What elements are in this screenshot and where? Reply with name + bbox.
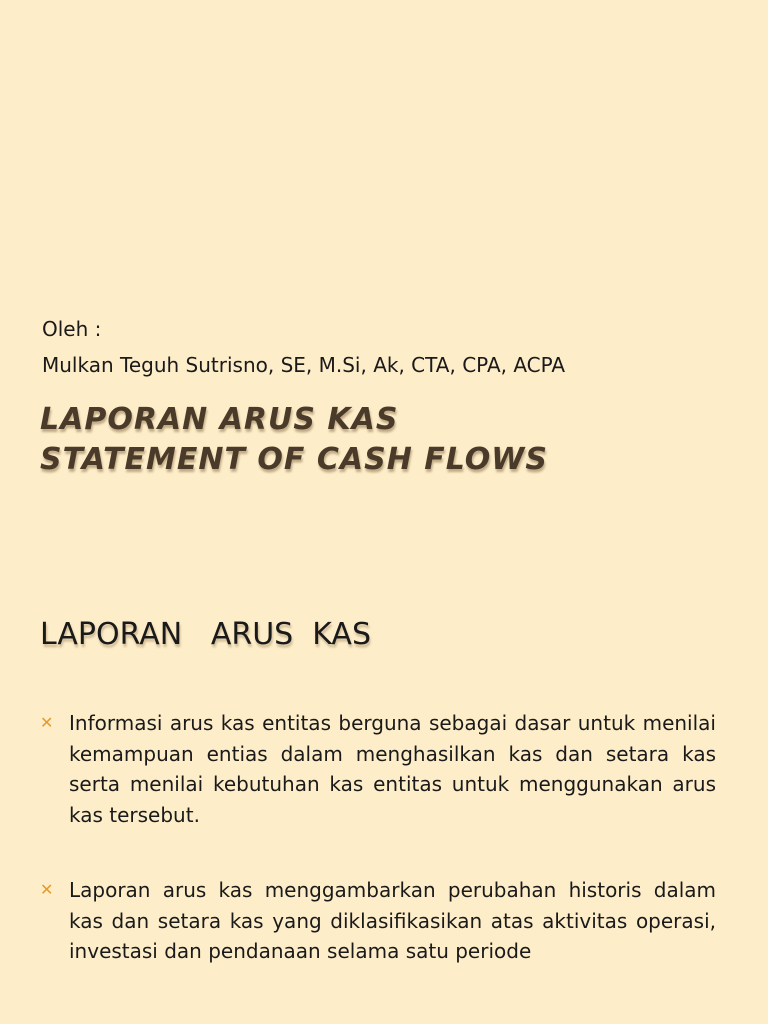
- x-mark-icon: ✕: [40, 713, 54, 732]
- slide-heading: LAPORAN ARUS KAS: [40, 617, 371, 652]
- title-line-english: STATEMENT OF CASH FLOWS: [40, 442, 548, 477]
- x-mark-icon: ✕: [40, 880, 54, 899]
- list-item: [40, 875, 716, 967]
- author-label: Oleh :: [42, 317, 102, 341]
- list-item: [40, 708, 716, 830]
- content-slide: [0, 560, 768, 1024]
- bullet-text: Laporan arus kas menggambarkan perubahan historis dalam kas dan setara kas yang diklasifikasikan atas aktivitas operasi, investasi dan pendanaan selama satu periode: [69, 878, 716, 963]
- bullet-text: Informasi arus kas entitas berguna sebagai dasar untuk menilai kemampuan entias dalam menghasilkan kas dan setara kas serta menilai kebutuhan kas entitas untuk menggunakan arus kas tersebut.: [69, 711, 716, 827]
- author-name: Mulkan Teguh Sutrisno, SE, M.Si, Ak, CTA, CPA, ACPA: [42, 353, 566, 377]
- title-line-indonesian: LAPORAN ARUS KAS: [40, 402, 399, 437]
- slide-title: [40, 400, 740, 480]
- bullet-list: [40, 708, 716, 1012]
